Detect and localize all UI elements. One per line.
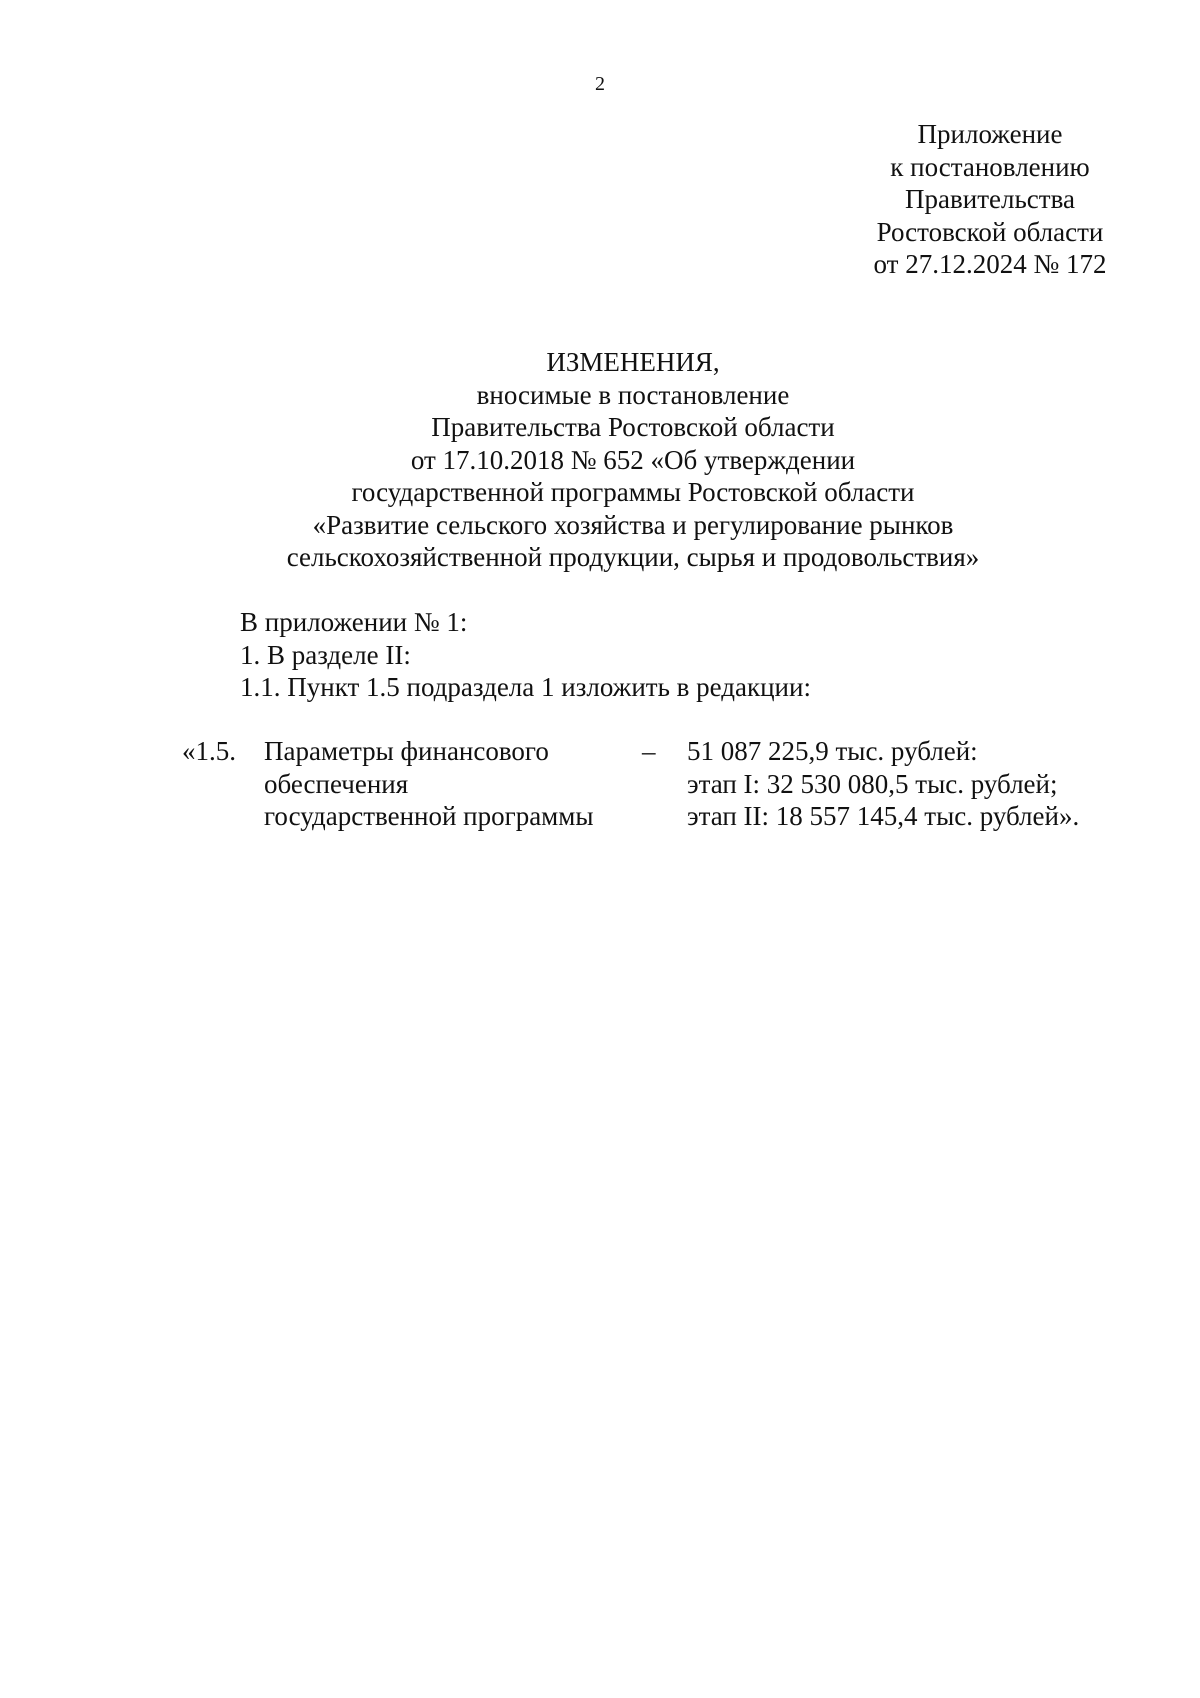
body-paragraph: В приложении № 1:	[240, 607, 468, 637]
item-value-line: этап I: 32 530 080,5 тыс. рублей;	[687, 768, 1058, 799]
item-label	[264, 735, 624, 833]
page-number: 2	[595, 73, 605, 95]
body-paragraph: 1.1. Пункт 1.5 подраздела 1 изложить в редакции:	[240, 672, 811, 702]
item-number: «1.5.	[182, 736, 236, 766]
attachment-line: Правительства	[905, 184, 1075, 214]
body-text	[240, 606, 1100, 704]
item-values	[687, 735, 1102, 833]
body-paragraph: 1. В разделе II:	[240, 639, 411, 670]
item-value-line: 51 087 225,9 тыс. рублей:	[687, 736, 978, 766]
attachment-line: Ростовской области	[876, 216, 1104, 247]
document-title	[200, 346, 1066, 574]
title-line: государственной программы Ростовской области	[351, 477, 915, 507]
item-label-line: государственной программы	[264, 801, 594, 831]
attachment-header	[840, 118, 1140, 281]
title-line: сельскохозяйственной продукции, сырья и продовольствия»	[286, 542, 980, 572]
title-line: «Развитие сельского хозяйства и регулирование рынков	[312, 509, 954, 540]
attachment-line: Приложение	[917, 119, 1063, 149]
item-label-line: Параметры финансового	[264, 736, 549, 766]
attachment-line: к постановлению	[890, 151, 1090, 182]
title-line: вносимые в постановление	[476, 379, 790, 410]
item-1-5-row	[182, 735, 1102, 845]
item-dash: –	[642, 736, 656, 766]
title-line: Правительства Ростовской области	[431, 412, 835, 442]
title-line: от 17.10.2018 № 652 «Об утверждении	[410, 444, 856, 475]
attachment-line: от 27.12.2024 № 172	[873, 249, 1107, 279]
item-label-line: обеспечения	[264, 768, 409, 799]
title-heading: ИЗМЕНЕНИЯ,	[546, 347, 720, 377]
item-value-line: этап II: 18 557 145,4 тыс. рублей».	[687, 801, 1080, 831]
